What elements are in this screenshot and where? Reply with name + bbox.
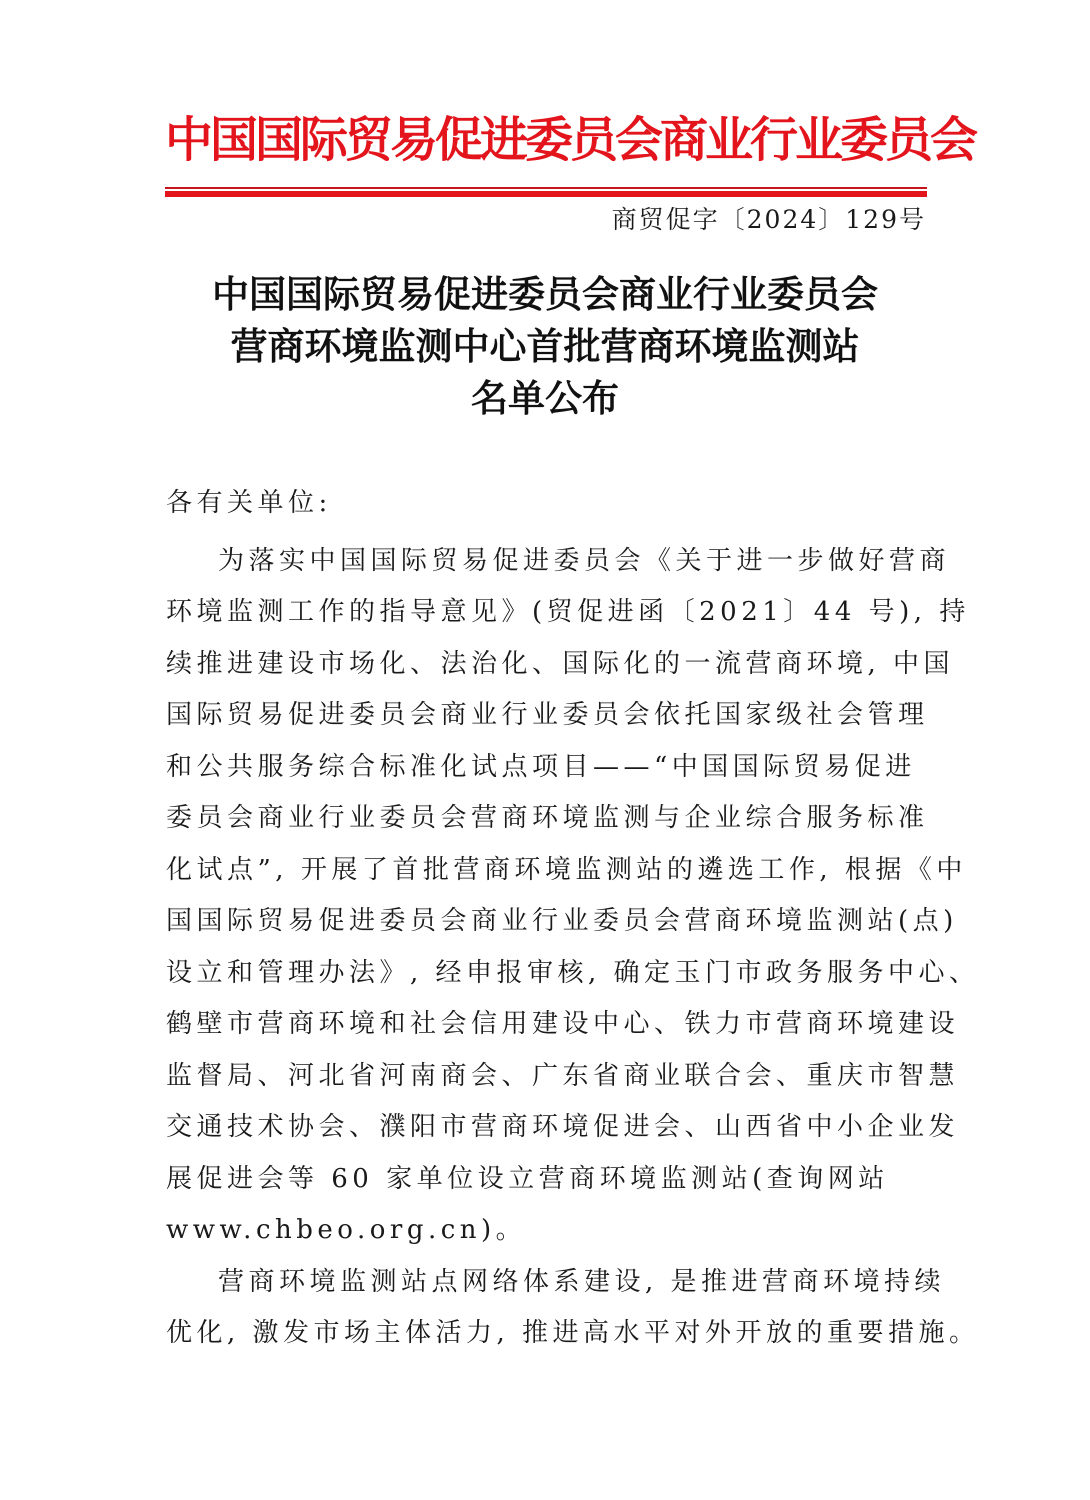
paragraph-line: 监督局、河北省河南商会、广东省商业联合会、重庆市智慧 [166,1060,960,1091]
paragraph-1 [166,536,980,1257]
paragraph-line: 优化, 激发市场主体活力, 推进高水平对外开放的重要措施。 [166,1318,980,1348]
paragraph-line: 国际贸易促进委员会商业行业委员会依托国家级社会管理 [166,700,929,730]
paragraph-line: 续推进建设市场化、法治化、国际化的一流营商环境, 中国 [166,648,955,679]
title-line: 中国国际贸易促进委员会商业行业委员会 [212,272,878,316]
paragraph-line: 国国际贸易促进委员会商业行业委员会营商环境监测站(点) [166,906,958,936]
paragraph-2 [166,1257,980,1360]
paragraph-line: 展促进会等 60 家单位设立营商环境监测站(查询网站 [166,1163,889,1194]
document-title [150,268,940,424]
title-line: 名单公布 [471,376,619,420]
letterhead-divider-thick [165,191,927,197]
letterhead-org-name: 中国国际贸易促进委员会商业行业委员会 [165,112,976,168]
title-line: 营商环境监测中心首批营商环境监测站 [230,324,860,368]
salutation: 各有关单位: [166,488,332,518]
paragraph-line: 化试点”, 开展了首批营商环境监测站的遴选工作, 根据《中 [166,854,967,885]
paragraph-line: 环境监测工作的指导意见》(贸促进函〔2021〕44 号), 持 [166,597,970,627]
document-number: 商贸促字〔2024〕129号 [611,205,926,234]
website-link-line: www.chbeo.org.cn)。 [166,1215,527,1245]
paragraph-line: 为落实中国国际贸易促进委员会《关于进一步做好营商 [218,545,951,576]
paragraph-line: 鹤壁市营商环境和社会信用建设中心、铁力市营商环境建设 [166,1009,960,1039]
paragraph-line: 设立和管理办法》, 经申报审核, 确定玉门市政务服务中心、 [166,957,980,988]
document-body [166,478,980,1360]
paragraph-line: 交通技术协会、濮阳市营商环境促进会、山西省中小企业发 [166,1112,960,1142]
paragraph-line: 营商环境监测站点网络体系建设, 是推进营商环境持续 [218,1266,946,1297]
paragraph-line: 委员会商业行业委员会营商环境监测与企业综合服务标准 [166,803,929,833]
paragraph-line: 和公共服务综合标准化试点项目——“中国国际贸易促进 [166,751,916,782]
letterhead-divider-thin [165,187,927,189]
